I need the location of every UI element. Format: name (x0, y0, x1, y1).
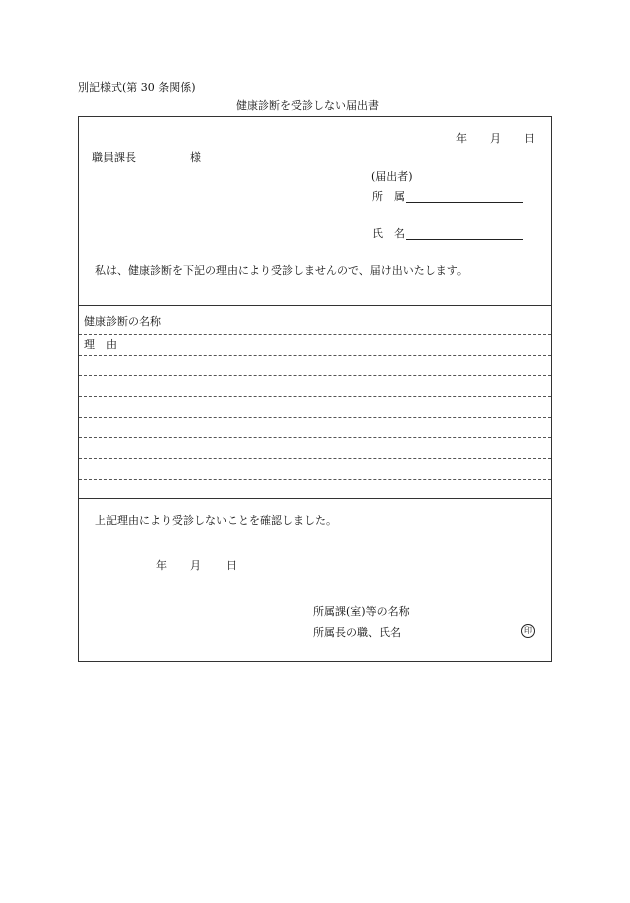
applicant-label: (届出者) (371, 170, 413, 183)
section-divider (78, 305, 552, 306)
confirm-date-year: 年 (156, 559, 167, 572)
dotted-line (79, 396, 551, 397)
name-field[interactable] (406, 239, 523, 240)
addressee: 職員課長 (92, 151, 136, 164)
head-label: 所属長の職、氏名 (313, 626, 401, 639)
declaration-statement: 私は、健康診断を下記の理由により受診しませんので、届け出いたします。 (95, 264, 468, 277)
dotted-line (79, 437, 551, 438)
confirm-date-month: 月 (190, 559, 201, 572)
dotted-line (79, 355, 551, 356)
dotted-line (79, 479, 551, 480)
date-month: 月 (490, 132, 501, 145)
reason-label: 理 由 (84, 338, 117, 351)
dotted-line (79, 417, 551, 418)
honorific: 様 (190, 151, 201, 164)
date-year: 年 (456, 132, 467, 145)
confirmation-statement: 上記理由により受診しないことを確認しました。 (95, 514, 337, 527)
affiliation-field[interactable] (406, 202, 523, 203)
dotted-line (79, 375, 551, 376)
affiliation-label: 所 属 (372, 190, 405, 203)
form-frame (78, 116, 552, 662)
date-day: 日 (524, 132, 535, 145)
exam-name-label: 健康診断の名称 (84, 315, 161, 328)
section-divider (78, 498, 552, 499)
seal-mark: 印 (521, 624, 535, 638)
name-label: 氏 名 (372, 227, 405, 240)
dotted-line (79, 334, 551, 335)
form-title: 健康診断を受診しない届出書 (236, 99, 379, 112)
confirm-date-day: 日 (226, 559, 237, 572)
department-label: 所属課(室)等の名称 (313, 605, 410, 618)
form-reference: 別記様式(第 30 条関係) (78, 81, 196, 94)
dotted-line (79, 458, 551, 459)
